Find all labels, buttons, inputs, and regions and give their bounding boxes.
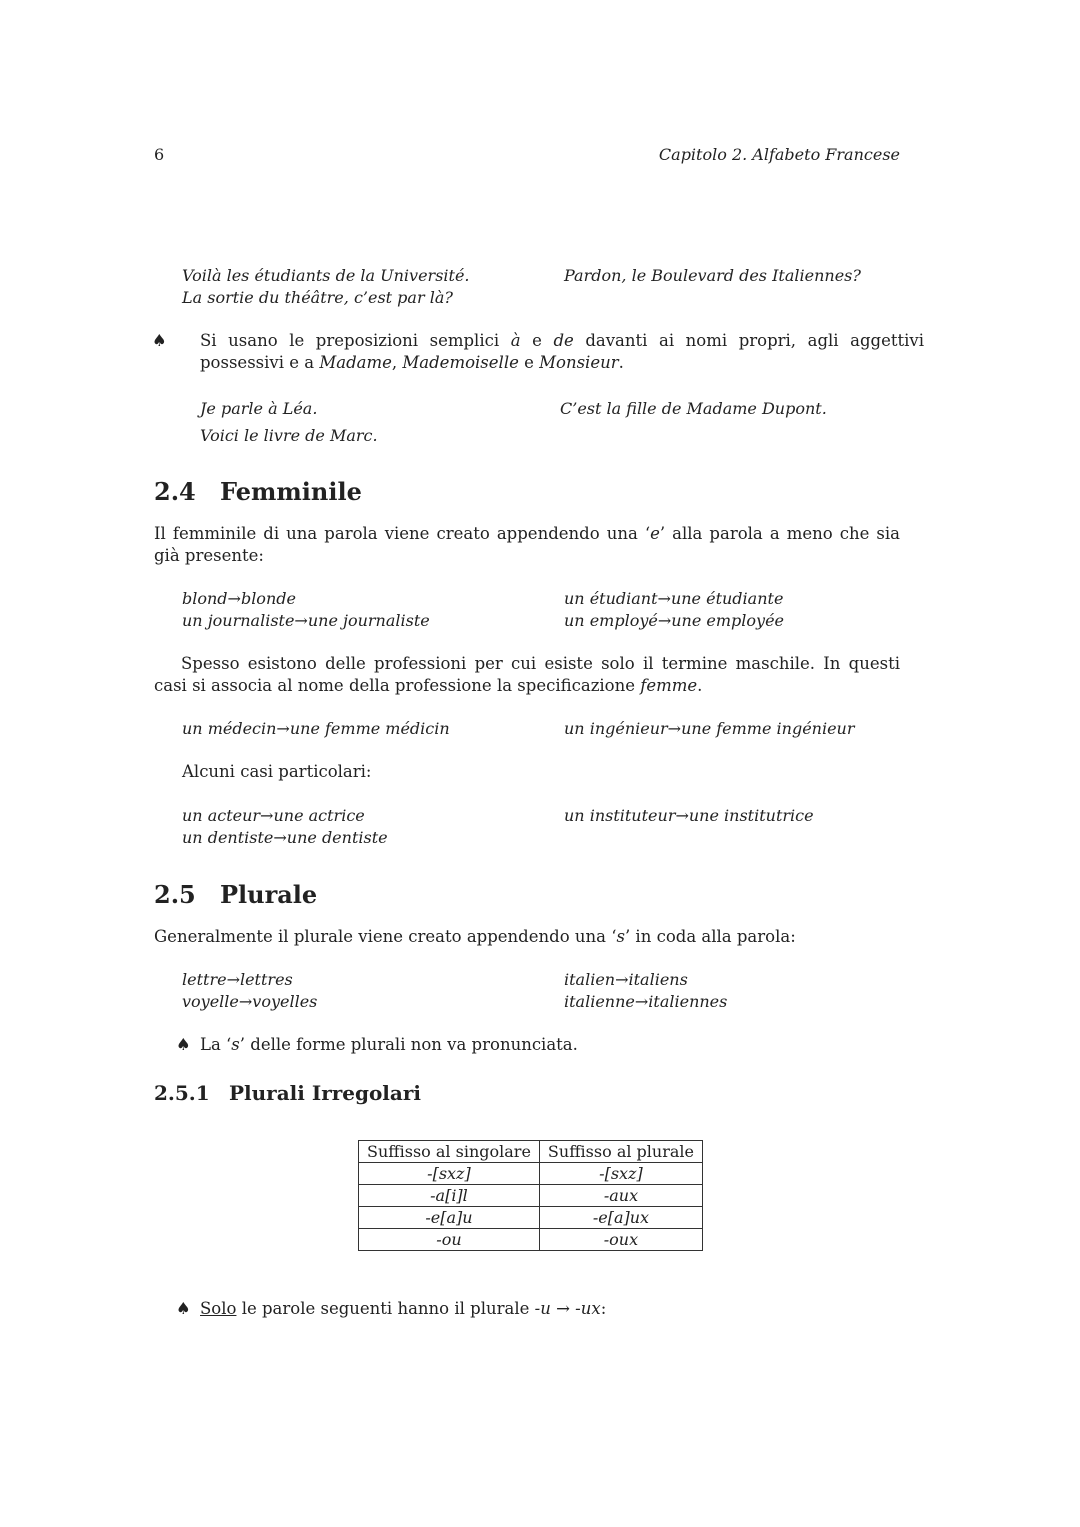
table-row: -ou -oux: [359, 1229, 703, 1251]
subsection-heading-2-5-1: 2.5.1 Plurali Irregolari: [154, 1081, 422, 1105]
example-block: un étudiant→une étudiante un employé→une employée: [564, 589, 785, 630]
example: La sortie du théâtre, c’est par là?: [182, 288, 453, 307]
paragraph: Spesso esistono delle professioni per cui esiste solo il termine maschile. In questi casi si associa al nome della professione la specificazione femme.: [154, 654, 900, 695]
example: Voilà les étudiants de la Université.: [182, 266, 470, 285]
note-prepositions: ♠ Si usano le preposizioni semplici à e de davanti ai nomi propri, agli aggettivi possessivi e a Madame, Mademoiselle e Monsieur.: [152, 331, 924, 372]
table-header-row: Suffisso al singolare Suffisso al plurale: [359, 1141, 703, 1163]
paragraph: Alcuni casi particolari:: [182, 762, 372, 781]
note-plural-s: ♠ La ‘s’ delle forme plurali non va pronunciata.: [176, 1035, 578, 1054]
spade-icon: ♠: [176, 1299, 191, 1318]
example: C’est la fille de Madame Dupont.: [560, 399, 827, 418]
table-row: -e[a]u -e[a]ux: [359, 1207, 703, 1229]
example-block: Je parle à Léa. Voici le livre de Marc.: [200, 399, 378, 445]
example-block: un acteur→une actrice un dentiste→une dentiste: [182, 806, 388, 847]
example: un instituteur→une institutrice: [564, 806, 814, 825]
example-block: italien→italiens italienne→italiennes: [564, 970, 728, 1011]
paragraph: Generalmente il plurale viene creato appendendo una ‘s’ in coda alla parola:: [154, 927, 796, 946]
example: un médecin→une femme médicin: [182, 719, 450, 738]
example: Pardon, le Boulevard des Italiennes?: [564, 266, 861, 285]
section-heading-2-5: 2.5 Plurale: [154, 880, 318, 909]
page-number: 6: [154, 145, 165, 164]
table-row: -a[i]l -aux: [359, 1185, 703, 1207]
example-block: blond→blonde un journaliste→une journaliste: [182, 589, 430, 630]
spade-icon: ♠: [152, 331, 167, 350]
running-title: Capitolo 2. Alfabeto Francese: [658, 145, 900, 164]
example-block: [182, 265, 470, 309]
note-plural-ux: ♠ Solo le parole seguenti hanno il plurale -u → -ux:: [176, 1299, 607, 1318]
example-block: lettre→lettres voyelle→voyelles: [182, 970, 318, 1011]
paragraph: Il femminile di una parola viene creato appendendo una ‘e’ alla parola a meno che sia già presente:: [154, 524, 900, 565]
spade-icon: ♠: [176, 1035, 191, 1054]
section-heading-2-4: 2.4 Femminile: [154, 477, 362, 506]
example: un ingénieur→une femme ingénieur: [564, 719, 855, 738]
irregular-plurals-table: [358, 1140, 703, 1251]
table-row: -[sxz] -[sxz]: [359, 1163, 703, 1185]
